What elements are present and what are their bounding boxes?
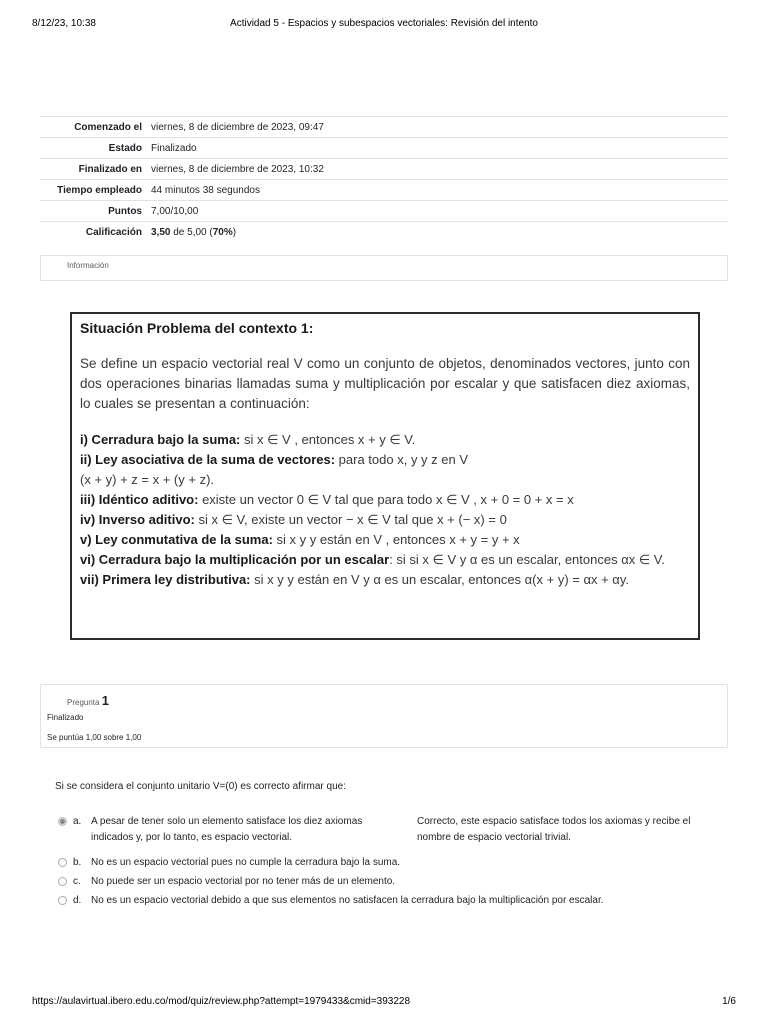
summary-row-time-taken [40,179,728,200]
grade-end: ) [232,227,237,238]
summary-label: Estado [108,143,142,154]
answer-option-c[interactable] [58,874,728,890]
information-label: Información [67,261,109,270]
summary-label: Finalizado en [78,164,142,175]
axiom-item: iv) Inverso aditivo: si x ∈ V, existe un vector − x ∈ V tal que x + (− x) = 0 [80,512,507,527]
summary-row-state [40,137,728,158]
summary-value: Finalizado [151,143,197,154]
summary-value: viernes, 8 de diciembre de 2023, 09:47 [151,122,324,133]
answer-text: No es un espacio vectorial debido a que sus elementos no satisfacen la cerradura bajo la multiplicación por escalar. [91,895,604,906]
answer-text: No puede ser un espacio vectorial por no tener más de un elemento. [91,876,396,887]
summary-label: Tiempo empleado [57,185,142,196]
answer-letter: b. [73,857,82,868]
summary-value [146,222,728,242]
answer-letter: a. [73,816,82,827]
radio-icon[interactable] [58,858,67,867]
summary-label: Puntos [108,206,142,217]
summary-value: 7,00/10,00 [151,206,199,217]
page-url: https://aulavirtual.ibero.edu.co/mod/quiz/review.php?attempt=1979433&cmid=393228 [32,996,411,1007]
summary-row-started [40,116,728,137]
question-text: Si se considera el conjunto unitario V=(0) es correcto afirmar que: [55,781,346,792]
summary-row-points [40,200,728,221]
answer-letter: c. [73,876,81,887]
answer-option-d[interactable] [58,893,728,909]
summary-label: Calificación [85,227,142,238]
information-box [40,255,728,281]
question-grade: Se puntúa 1,00 sobre 1,00 [47,733,142,742]
answer-letter: d. [73,895,82,906]
problem-intro: Se define un espacio vectorial real V como un conjunto de objetos, denominados vectores, junto con dos operaciones binarias llamadas suma y multiplicación por escalar y que satisfacen diez axiomas, lo cuales se presentan a continuación: [80,356,690,411]
radio-icon[interactable] [58,896,67,905]
axiom-item: v) Ley conmutativa de la suma: si x y y están en V , entonces x + y = y + x [80,532,520,547]
axiom-item: vii) Primera ley distributiva: si x y y están en V y α es un escalar, entonces α(x + y) = αx + αy. [80,572,629,587]
summary-row-finished [40,158,728,179]
grade-mid: de 5,00 ( [170,227,213,238]
attempt-summary-table [40,116,728,242]
axiom-item: ii) Ley asociativa de la suma de vectores: para todo x, y y z en V [80,452,469,467]
question-info-box [40,684,728,748]
page-number: 1/6 [722,996,736,1007]
axiom-item: i) Cerradura bajo la suma: si x ∈ V , entonces x + y ∈ V. [80,432,416,447]
problem-statement-image [70,312,700,640]
axiom-item: iii) Idéntico aditivo: existe un vector 0 ∈ V tal que para todo x ∈ V , x + 0 = 0 + x = x [80,492,574,507]
radio-icon[interactable] [58,877,67,886]
problem-title: Situación Problema del contexto 1: [80,320,314,336]
question-state: Finalizado [47,713,84,722]
summary-label: Comenzado el [74,122,142,133]
summary-row-grade [40,221,728,242]
answer-text: No es un espacio vectorial pues no cumple la cerradura bajo la suma. [91,857,401,868]
summary-value: viernes, 8 de diciembre de 2023, 10:32 [151,164,324,175]
answer-option-b[interactable] [58,855,728,871]
answer-text: A pesar de tener solo un elemento satisface los diez axiomas indicados y, por lo tanto, es espacio vectorial. [91,816,363,843]
radio-checked-icon[interactable] [58,817,67,826]
answer-list [58,814,728,909]
grade-score: 3,50 [151,227,171,238]
print-datetime: 8/12/23, 10:38 [32,18,96,29]
grade-percent: 70% [212,227,233,238]
print-title: Actividad 5 - Espacios y subespacios vectoriales: Revisión del intento [230,18,538,29]
axiom-item: vi) Cerradura bajo la multiplicación por un escalar: si si x ∈ V y α es un escalar, entonces αx ∈ V. [80,552,665,567]
print-header [32,18,736,32]
answer-feedback: Correcto, este espacio satisface todos los axiomas y recibe el nombre de espacio vectorial trivial. [417,816,691,843]
answer-option-a[interactable] [58,814,728,852]
summary-value: 44 minutos 38 segundos [151,185,260,196]
axiom-item: (x + y) + z = x + (y + z). [80,472,215,487]
question-number: Pregunta 1 [67,693,109,708]
axiom-list [80,430,690,590]
